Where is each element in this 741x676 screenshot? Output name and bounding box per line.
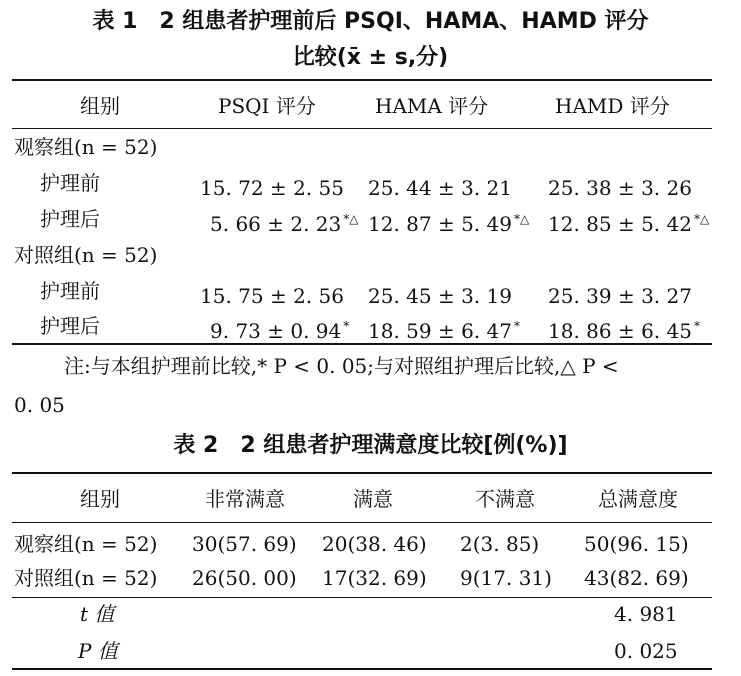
table2-t-value: 4. 981: [614, 602, 678, 626]
table2-header-total: 总满意度: [598, 487, 678, 511]
table1-title-line1: 表 1 2 组患者护理前后 PSQI、HAMA、HAMD 评分: [92, 9, 649, 34]
table1-note-continued: 0. 05: [14, 393, 65, 417]
table1-top-rule: [12, 79, 712, 81]
table2-stats-rule: [12, 597, 712, 598]
table1-header-group: 组别: [80, 94, 120, 118]
table2-row-group: 观察组(n = 52): [14, 532, 158, 556]
table2-cell-very-satisfied: 30(57. 69): [192, 532, 297, 556]
table1-cell-hamd: 25. 38 ± 3. 26: [548, 176, 692, 200]
table2-t-label: t 值: [80, 602, 115, 626]
table1-cell-hama: 25. 44 ± 3. 21: [368, 176, 512, 200]
table2-header-very-satisfied: 非常满意: [205, 487, 285, 511]
table2-p-label: P 值: [78, 639, 118, 663]
table1-cell-hamd: 12. 85 ± 5. 42 *△: [548, 212, 710, 236]
table2-cell-unsatisfied: 9(17. 31): [460, 566, 552, 590]
table2-cell-total: 43(82. 69): [584, 566, 689, 590]
table2-top-rule: [12, 472, 712, 474]
table2-cell-very-satisfied: 26(50. 00): [192, 566, 297, 590]
table2-cell-unsatisfied: 2(3. 85): [460, 532, 540, 556]
table2-header-group: 组别: [80, 487, 120, 511]
table2-bottom-rule: [12, 668, 712, 670]
table1-row-label: 护理前: [40, 171, 100, 195]
table1-cell-hama: 25. 45 ± 3. 19: [368, 284, 512, 308]
table1-cell-hamd: 18. 86 ± 6. 45 *: [548, 319, 700, 343]
table2-title: 表 2 2 组患者护理满意度比较[例(%)]: [173, 433, 568, 458]
table1-cell-hama: 12. 87 ± 5. 49 *△: [368, 212, 530, 236]
table1-row-label: 护理后: [40, 207, 100, 231]
table2-header-rule: [12, 522, 712, 523]
table2-p-value: 0. 025: [614, 639, 678, 663]
table1-cell-psqi: 5. 66 ± 2. 23 *△: [210, 212, 359, 236]
table1-header-rule: [12, 128, 712, 129]
table1-group-observation: 观察组(n = 52): [14, 135, 158, 159]
table2-row-group: 对照组(n = 52): [14, 566, 158, 590]
table1-cell-psqi: 15. 72 ± 2. 55: [200, 176, 344, 200]
table1-cell-hamd: 25. 39 ± 3. 27: [548, 284, 692, 308]
table1-header-hama: HAMA 评分: [375, 94, 489, 118]
table2-cell-total: 50(96. 15): [584, 532, 689, 556]
table1-cell-psqi: 9. 73 ± 0. 94 *: [210, 319, 350, 343]
table1-row-label: 护理后: [40, 314, 100, 338]
table1-note: 注:与本组护理前比较,* P < 0. 05;与对照组护理后比较,△ P <: [64, 354, 619, 378]
table1-group-control: 对照组(n = 52): [14, 243, 158, 267]
table2-cell-satisfied: 20(38. 46): [322, 532, 427, 556]
table1-header-psqi: PSQI 评分: [218, 94, 316, 118]
table2-header-satisfied: 满意: [353, 487, 393, 511]
table1-row-label: 护理前: [40, 279, 100, 303]
table1-title-line2: 比较(x̄ ± s,分): [292, 45, 449, 70]
table2-cell-satisfied: 17(32. 69): [322, 566, 427, 590]
table1-cell-hama: 18. 59 ± 6. 47 *: [368, 319, 520, 343]
table1-bottom-rule: [12, 343, 712, 345]
table1-cell-psqi: 15. 75 ± 2. 56: [200, 284, 344, 308]
table1-header-hamd: HAMD 评分: [555, 94, 670, 118]
table2-header-unsatisfied: 不满意: [475, 487, 535, 511]
